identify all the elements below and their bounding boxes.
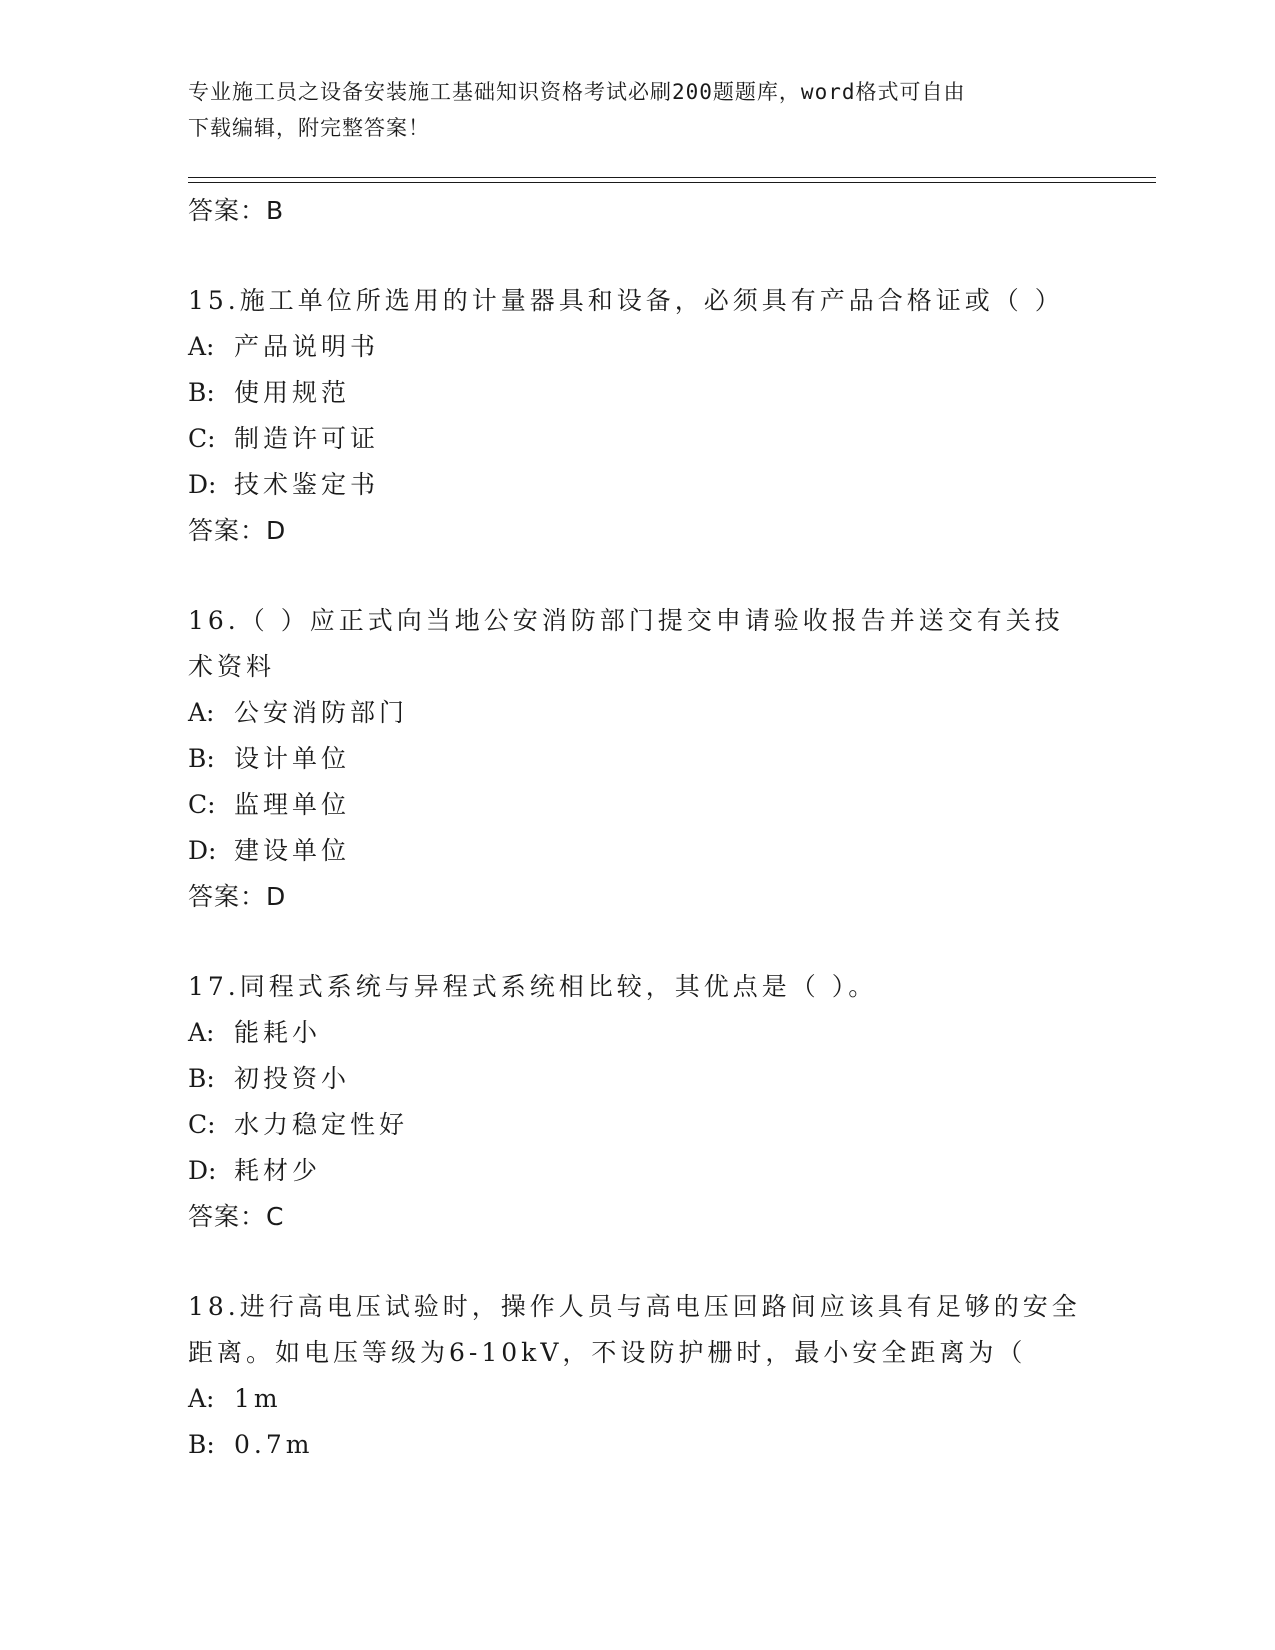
option-c xyxy=(188,1102,1088,1148)
question-stem: 15.施工单位所选用的计量器具和设备，必须具有产品合格证或（ ） xyxy=(188,286,1064,315)
header-title-line-1: 专业施工员之设备安装施工基础知识资格考试必刷200题题库，word格式可自由 xyxy=(188,80,966,104)
option-label: C: xyxy=(188,424,216,453)
option-c xyxy=(188,782,1088,828)
previous-answer: 答案：B xyxy=(188,196,285,225)
question-block-18 xyxy=(188,1284,1088,1468)
option-text: 监理单位 xyxy=(234,790,351,819)
question-answer: 答案：C xyxy=(188,1202,285,1231)
option-label: D: xyxy=(188,1156,217,1185)
option-b xyxy=(188,736,1088,782)
option-text: 能耗小 xyxy=(234,1018,322,1047)
question-block-16 xyxy=(188,598,1088,920)
option-text: 水力稳定性好 xyxy=(234,1110,409,1139)
option-label: A: xyxy=(188,332,215,361)
option-label: B: xyxy=(188,1064,215,1093)
option-text: 设计单位 xyxy=(234,744,351,773)
option-c xyxy=(188,416,1088,462)
option-a xyxy=(188,690,1088,736)
spacer xyxy=(188,234,1088,278)
option-a xyxy=(188,1376,1088,1422)
option-label: D: xyxy=(188,470,217,499)
option-label: A: xyxy=(188,1018,215,1047)
spacer xyxy=(188,920,1088,964)
question-stem: 17.同程式系统与异程式系统相比较，其优点是（ ）。 xyxy=(188,972,878,1001)
option-text: 建设单位 xyxy=(234,836,351,865)
option-label: C: xyxy=(188,1110,216,1139)
option-label: D: xyxy=(188,836,217,865)
spacer xyxy=(188,554,1088,598)
option-b xyxy=(188,1422,1088,1468)
header-title-line-2: 下载编辑，附完整答案！ xyxy=(188,116,430,140)
option-label: C: xyxy=(188,790,216,819)
option-d xyxy=(188,828,1088,874)
question-stem: 18.进行高电压试验时，操作人员与高电压回路间应该具有足够的安全距离。如电压等级为6-10kV，不设防护栅时，最小安全距离为（ xyxy=(188,1292,1081,1367)
option-d xyxy=(188,1148,1088,1194)
header-divider-bottom xyxy=(188,182,1156,183)
document-header xyxy=(188,74,1068,146)
option-d xyxy=(188,462,1088,508)
option-b xyxy=(188,1056,1088,1102)
option-label: B: xyxy=(188,744,215,773)
option-text: 使用规范 xyxy=(234,378,351,407)
question-block-17 xyxy=(188,964,1088,1240)
option-text: 产品说明书 xyxy=(234,332,380,361)
spacer xyxy=(188,1240,1088,1284)
question-block-15 xyxy=(188,278,1088,554)
option-b xyxy=(188,370,1088,416)
option-text: 技术鉴定书 xyxy=(234,470,380,499)
option-a xyxy=(188,1010,1088,1056)
option-label: B: xyxy=(188,378,215,407)
option-text: 0.7m xyxy=(234,1430,314,1459)
question-answer: 答案：D xyxy=(188,516,287,545)
option-a xyxy=(188,324,1088,370)
option-text: 初投资小 xyxy=(234,1064,351,1093)
option-label: B: xyxy=(188,1430,215,1459)
option-label: A: xyxy=(188,698,215,727)
option-text: 制造许可证 xyxy=(234,424,380,453)
option-label: A: xyxy=(188,1384,215,1413)
option-text: 耗材少 xyxy=(234,1156,322,1185)
question-stem: 16.（ ）应正式向当地公安消防部门提交申请验收报告并送交有关技术资料 xyxy=(188,606,1064,681)
header-divider-top xyxy=(188,177,1156,178)
question-list xyxy=(188,188,1088,1468)
option-text: 公安消防部门 xyxy=(234,698,409,727)
question-answer: 答案：D xyxy=(188,882,287,911)
option-text: 1m xyxy=(234,1384,282,1413)
